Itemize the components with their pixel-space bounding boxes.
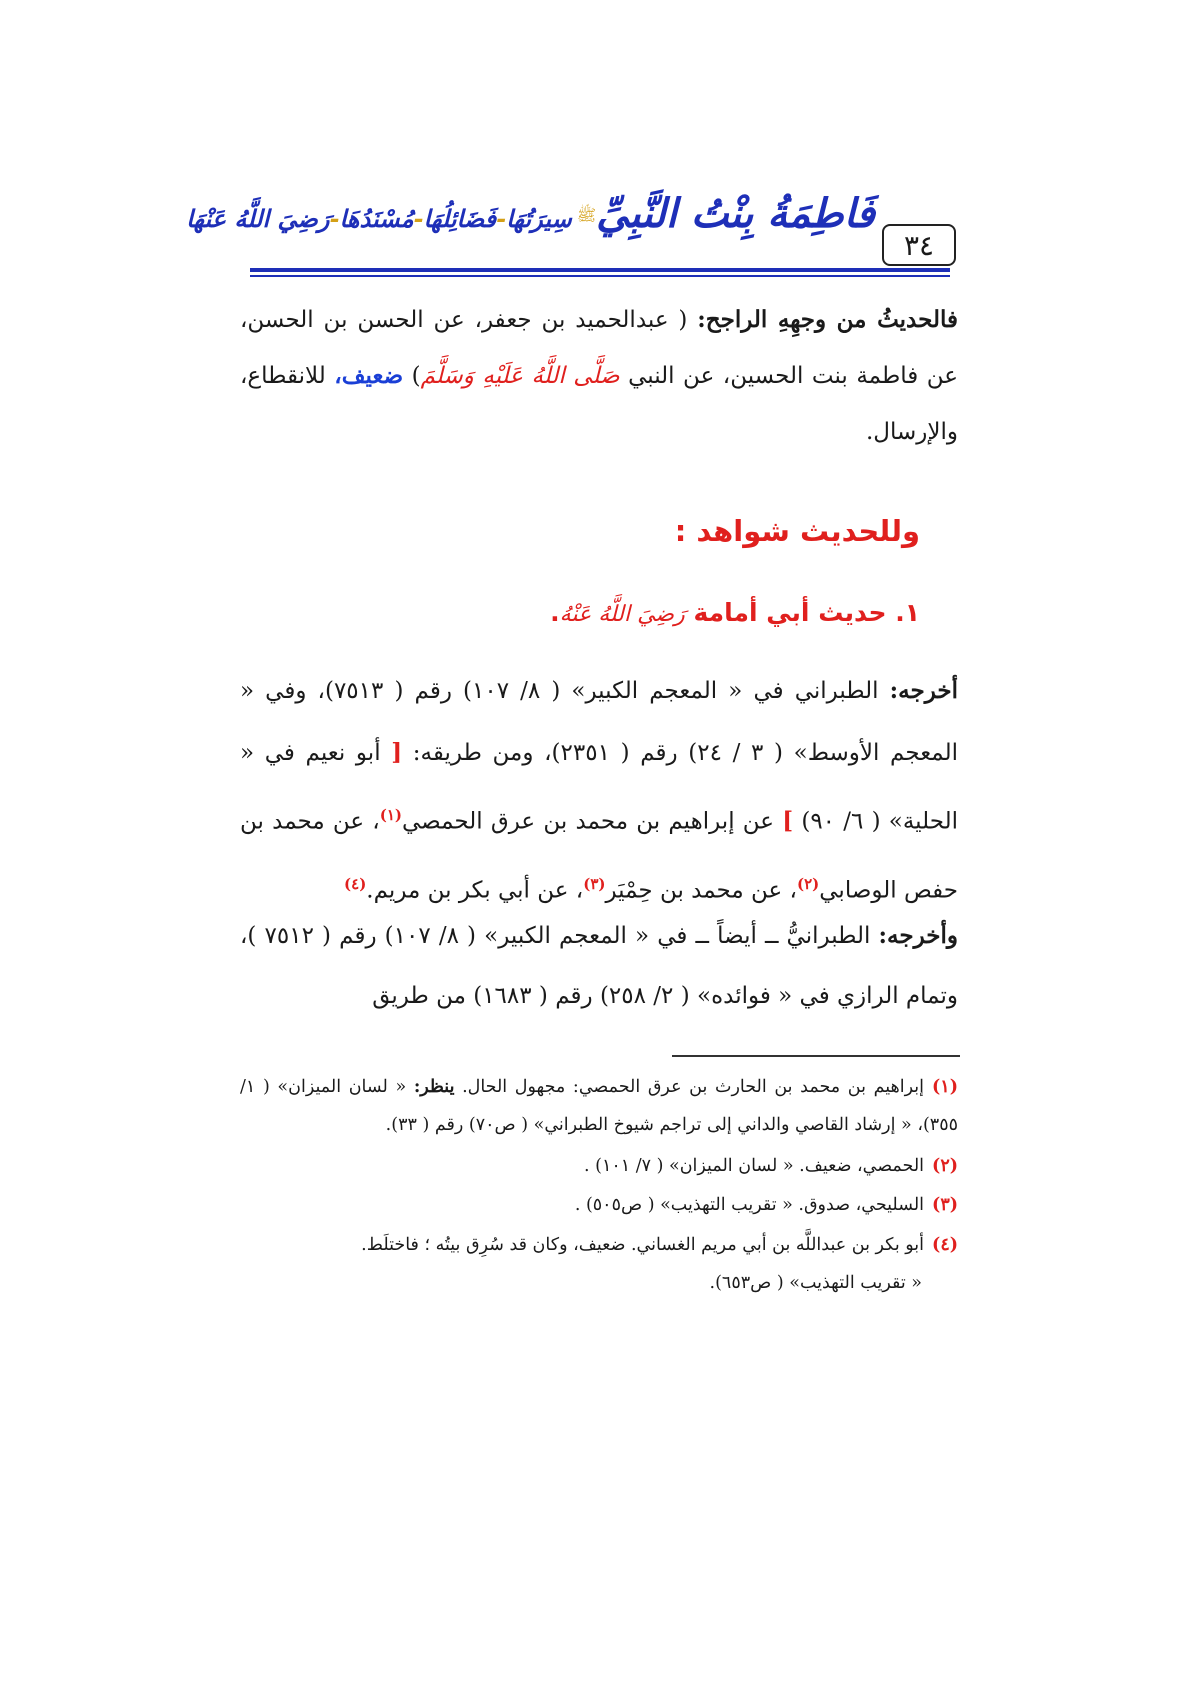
paragraph-takhrij-1 [240,660,958,921]
header-separator: - [496,204,507,233]
footnote-4 [240,1226,958,1302]
header-rule-thin [250,275,950,277]
section-heading: وللحديث شواهد : [674,514,920,548]
subsection-title: حديث أبي أمامة [693,598,887,627]
header-sub-3: مُسْنَدُهَا [339,204,414,233]
para2-text-2: أبو نعيم في « الحلية» ( ٦/ ٩٠) [240,740,958,835]
footnote-3-number: (٣) [932,1195,958,1215]
header-title-honor: ﷺ [576,205,597,225]
subsection-end: . [550,598,560,627]
header-rule [250,268,950,272]
footnote-3-text: السليحي، صدوق. « تقريب التهذيب» ( ص٥٠٥) . [574,1195,925,1215]
running-header [186,190,875,260]
para3-lead: وأخرجه: [878,922,958,949]
header-separator: - [413,204,424,233]
footnote-2-number: (٢) [932,1156,958,1176]
subsection-honor: رَضِيَ اللَّهُ عَنْهُ [559,602,685,627]
para2-bracket-close: ] [782,807,794,835]
subsection-number: ١. [895,598,920,627]
footnote-4-number: (٤) [932,1235,958,1255]
page-number-text: ٣٤ [903,228,935,262]
footnote-ref-3[interactable]: (٣) [583,874,606,893]
para1-text-1: ( عبدالحميد بن جعفر، عن الحسن بن الحسن، عن فاطمة بنت الحسين، عن النبي [240,307,958,389]
footnote-1 [240,1068,958,1144]
footnote-2-text: الحمصي، ضعيف. « لسان الميزان» ( ٧/ ١٠١) . [584,1156,925,1176]
para1-text-3: للانقطاع، والإرسال. [240,363,958,445]
para1-verdict: ضعيف، [334,362,404,389]
footnote-3 [240,1186,958,1224]
para2-text-5: ، عن محمد بن حِمْيَر [605,877,797,904]
para1-honor: صَلَّى اللَّهُ عَلَيْهِ وَسَلَّمَ [420,363,620,389]
footnote-separator [672,1055,960,1057]
paragraph-takhrij-2 [240,906,958,1026]
footnote-1-bold: ينظر: [413,1077,455,1097]
header-sub-4: رَضِيَ اللَّهُ عَنْهَا [186,204,330,233]
header-separator: - [329,204,340,233]
para1-lead: فالحديثُ من وجهِهِ الراجح: [697,306,958,333]
header-subtitle [186,204,572,233]
header-sub-2: فَضَائِلُهَا [423,204,497,233]
para2-lead: أخرجه: [889,677,959,704]
para2-text-3: عن إبراهيم بن محمد بن عرق الحمصي [402,808,783,835]
para2-text-6: ، عن أبي بكر بن مريم. [366,877,584,904]
subsection-heading [240,598,920,627]
footnote-4-text-2: « تقريب التهذيب» ( ص٦٥٣). [709,1273,922,1293]
footnote-ref-4[interactable]: (٤) [344,874,367,893]
paragraph-conclusion [240,292,958,460]
page-number [882,224,956,266]
footnote-4-text: أبو بكر بن عبداللَّه بن أبي مريم الغساني. ضعيف، وكان قد سُرِق بيتُه ؛ فاختلَط. [361,1235,925,1255]
header-sub-1: سِيرَتُهَا [506,204,572,233]
footnote-1-text: إبراهيم بن محمد بن الحارث بن عرق الحمصي: مجهول الحال. [454,1077,925,1097]
footnote-ref-2[interactable]: (٢) [796,874,820,893]
para1-text-2: ) [403,363,421,389]
header-title-main: فَاطِمَةُ بِنْتُ النَّبِيِّ [596,190,875,237]
para2-text-1: الطبراني في « المعجم الكبير» ( ٨/ ١٠٧) رقم ( ٧٥١٣)، وفي « المعجم الأوسط» ( ٣ / ٢٤) رقم ( ٢٣٥١)، ومن طريقه: [240,678,958,766]
footnote-ref-1[interactable]: (١) [379,806,403,824]
para3-text-1: الطبرانيُّ ــ أيضاً ــ في « المعجم الكبير» ( ٨/ ١٠٧) رقم ( ٧٥١٢ )، وتمام الرازي في « فوائده» ( ٢/ ٢٥٨) رقم ( ١٦٨٣) من طريق [240,923,958,1009]
footnote-2 [240,1147,958,1185]
footnote-1-number: (١) [932,1077,958,1097]
para2-text-4: ، عن محمد بن حفص الوصابي [240,808,958,904]
footnote-1-text-2: « لسان الميزان» ( ١/ ٣٥٥)، « إرشاد القاصي والداني إلى تراجم شيوخ الطبراني» ( ص٧٠) رقم ( ٣٣). [240,1077,958,1135]
para2-bracket-open: [ [391,739,403,766]
